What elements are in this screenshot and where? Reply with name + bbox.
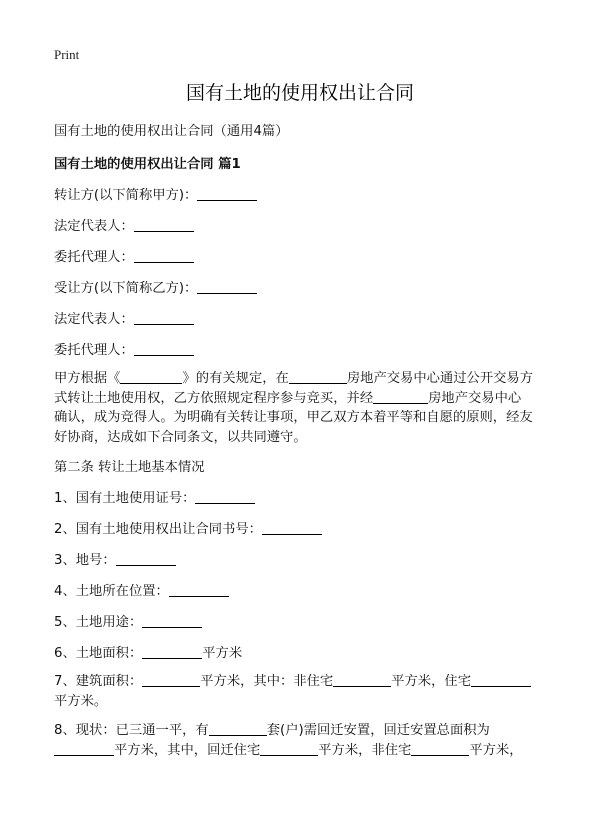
item-8-blank-nonresidential	[411, 741, 469, 756]
item-8-blank-total	[54, 741, 114, 756]
document-subtitle: 国有土地的使用权出让合同（通用4篇）	[54, 124, 289, 139]
item-6-unit: 平方米	[202, 646, 243, 661]
transferee-label: 受让方(以下简称乙方)：	[54, 281, 198, 296]
transferee-line	[54, 277, 257, 296]
legal-rep-blank-2	[134, 310, 194, 325]
item-8	[54, 721, 554, 760]
agent-blank-2	[134, 341, 194, 356]
item-7-blank-residential	[471, 672, 531, 687]
item-8-label: 8、现状：已三通一平，有	[54, 723, 209, 738]
item-3	[54, 549, 176, 568]
legal-rep-line-1	[54, 215, 194, 234]
item-8-text-b: 套(户)需回迁安置，回迁安置总面积为	[266, 723, 490, 738]
legal-rep-label-2: 法定代表人：	[54, 312, 134, 327]
item-7-label: 7、建筑面积：	[54, 674, 143, 689]
item-8-text-d: 平方米，非住宅	[318, 742, 412, 758]
item-8-line-1	[54, 721, 554, 741]
intro-text-c: 房地产交易中心通过公开交易方	[346, 371, 534, 386]
item-6-label: 6、土地面积：	[54, 646, 143, 661]
agent-label-1: 委托代理人：	[54, 250, 134, 265]
item-8-text-c: 平方米，其中，回迁住宅	[114, 742, 261, 758]
item-8-line-2	[54, 741, 554, 761]
transferee-blank	[197, 279, 257, 294]
item-2-label: 2、国有土地使用权出让合同书号：	[54, 522, 262, 537]
intro-text-a: 甲方根据《	[54, 371, 121, 386]
agent-blank-1	[134, 248, 194, 263]
item-8-text-e: 平方米，	[469, 742, 523, 758]
agent-label-2: 委托代理人：	[54, 343, 134, 358]
item-2-blank	[262, 520, 322, 535]
intro-line-2	[54, 389, 554, 409]
item-4-label: 4、土地所在位置：	[54, 584, 169, 599]
item-8-blank-units	[209, 721, 267, 736]
legal-rep-label-1: 法定代表人：	[54, 219, 134, 234]
item-7-blank-nonresidential	[333, 672, 391, 687]
item-7-blank-total	[142, 672, 200, 687]
section-heading: 国有土地的使用权出让合同 篇1	[54, 157, 241, 172]
intro-line-4: 好协商，达成如下合同条文，以共同遵守。	[54, 429, 307, 445]
item-8-blank-residential	[260, 741, 318, 756]
item-1-label: 1、国有土地使用证号：	[54, 491, 196, 506]
item-5-blank	[142, 613, 202, 628]
transferor-label: 转让方(以下简称甲方)：	[54, 188, 198, 203]
intro-text-e: 房地产交易中心	[428, 390, 522, 406]
transferor-blank	[197, 186, 257, 201]
item-4-blank	[169, 582, 229, 597]
agent-line-2	[54, 339, 194, 358]
item-7-text-c: 平方米，住宅	[391, 674, 471, 689]
item-2	[54, 518, 322, 537]
intro-text-d: 式转让土地使用权，乙方依照规定程序参与竞买，并经	[54, 390, 374, 406]
legal-rep-blank-1	[134, 217, 194, 232]
item-7-line-1	[54, 672, 554, 692]
location-blank	[289, 369, 347, 384]
legal-rep-line-2	[54, 308, 194, 327]
item-7-line-2: 平方米。	[54, 693, 108, 709]
intro-text-b: 》的有关规定，在	[182, 371, 289, 386]
item-5	[54, 611, 202, 630]
item-1-blank	[195, 489, 255, 504]
intro-paragraph	[54, 369, 554, 447]
item-6-blank	[142, 644, 202, 659]
item-7	[54, 672, 554, 711]
item-1	[54, 487, 255, 506]
document-title: 国有土地的使用权出让合同	[185, 82, 414, 104]
item-5-label: 5、土地用途：	[54, 615, 143, 630]
law-name-blank	[120, 369, 182, 384]
exchange-blank	[373, 389, 428, 404]
item-3-blank	[116, 551, 176, 566]
agent-line-1	[54, 246, 194, 265]
transferor-line	[54, 184, 257, 203]
item-7-text-b: 平方米，其中：非住宅	[200, 674, 334, 689]
intro-line-3: 确认，成为竞得人。为明确有关转让事项，甲乙双方本着平等和自愿的原则，经友	[54, 410, 533, 425]
item-3-label: 3、地号：	[54, 553, 116, 568]
item-4	[54, 580, 229, 599]
item-6	[54, 642, 242, 661]
intro-line-1	[54, 369, 554, 389]
print-link[interactable]: Print	[54, 47, 80, 62]
article-2-heading: 第二条 转让土地基本情况	[54, 460, 205, 475]
